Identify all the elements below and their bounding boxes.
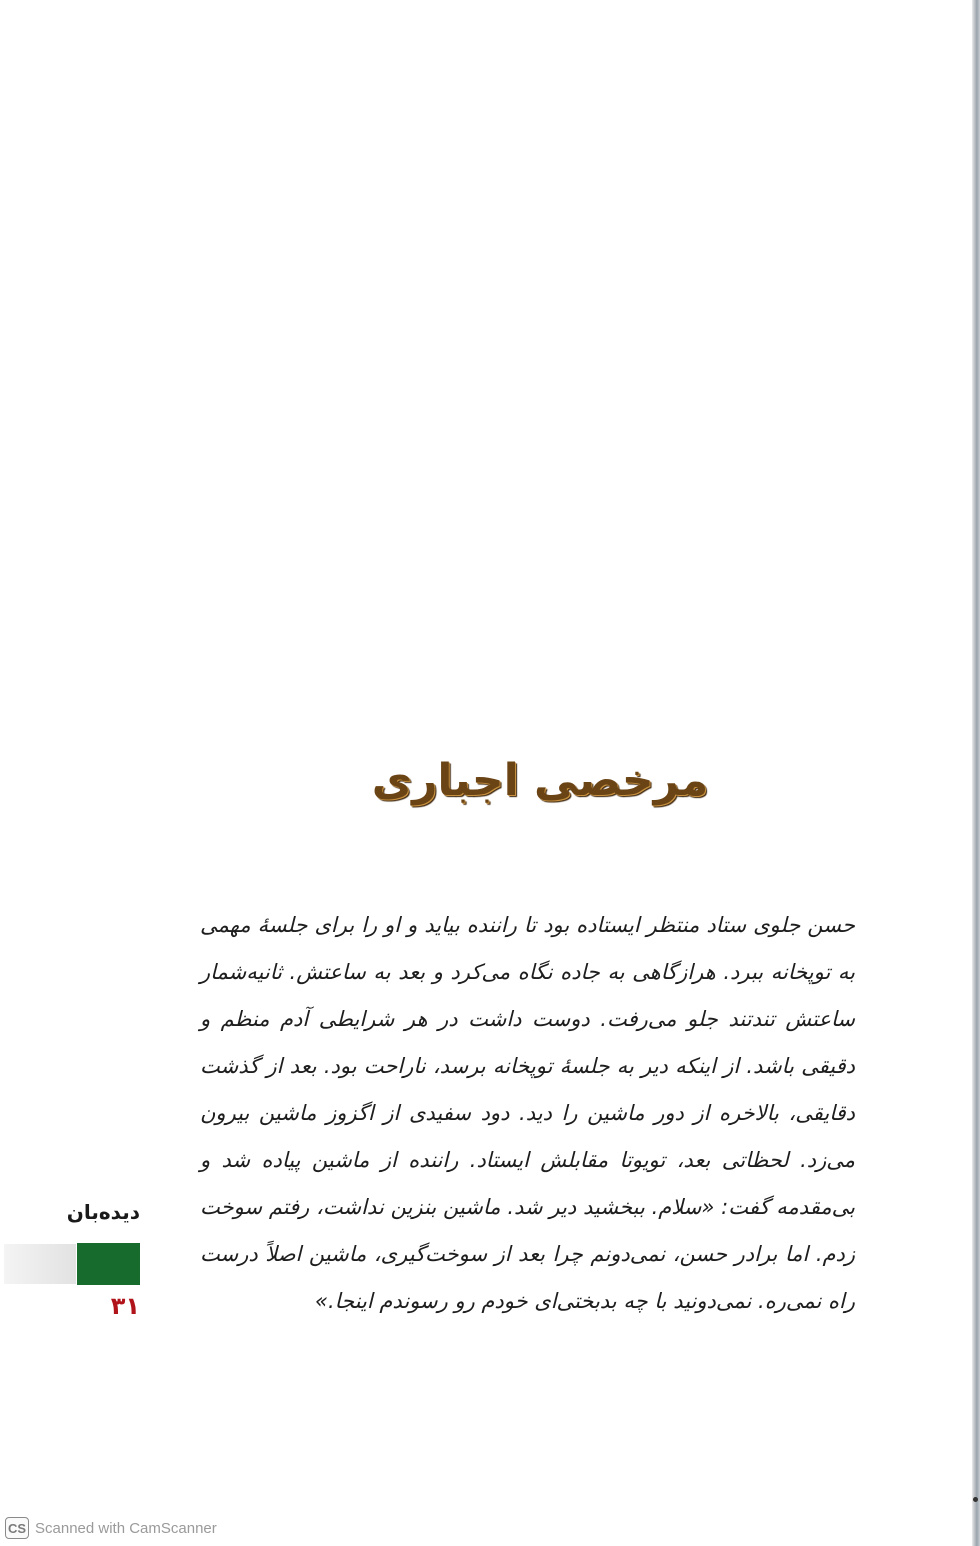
- page-number: ۳۱: [110, 1292, 140, 1320]
- book-name-label: دیده‌بان: [66, 1200, 140, 1224]
- body-paragraph: حسن جلوی ستاد منتظر ایستاده بود تا راننده بیاید و او را برای جلسهٔ مهمی به توپخانه ببرد. هرازگاهی به جاده نگاه می‌کرد و بعد به ساعتش. ثانیه‌شمار ساعتش تندتند جلو می‌رفت. دوست داشت در هر شرایطی آدم منظم و دقیقی باشد. از اینکه دیر به جلسهٔ توپخانه برسد، ناراحت بود. بعد از گذشت دقایقی، بالاخره از دور ماشین را دید. دود سفیدی از اگزوز ماشین بیرون می‌زد. لحظاتی بعد، تویوتا مقابلش ایستاد. راننده از ماشین پیاده شد و بی‌مقدمه گفت: «سلام. ببخشید دیر شد. ماشین بنزین نداشت، رفتم سوخت زدم. اما برادر حسن، نمی‌دونم چرا بعد از سوخت‌گیری، ماشین اصلاً درست راه نمی‌ره. نمی‌دونید با چه بدبختی‌ای خودم رو رسوندم اینجا.»: [200, 913, 855, 1313]
- scanner-watermark: [5, 1515, 217, 1541]
- margin-strip: [4, 1244, 76, 1284]
- page-mark-dot: [973, 1497, 978, 1502]
- chapter-title: مرخصی اجباری: [371, 755, 709, 806]
- body-paragraph-container: [200, 902, 855, 1325]
- watermark-text: Scanned with CamScanner: [35, 1519, 217, 1537]
- page-edge-shadow: [972, 0, 980, 1546]
- camscanner-logo-icon: CS: [5, 1517, 29, 1539]
- green-accent-box: [77, 1243, 140, 1285]
